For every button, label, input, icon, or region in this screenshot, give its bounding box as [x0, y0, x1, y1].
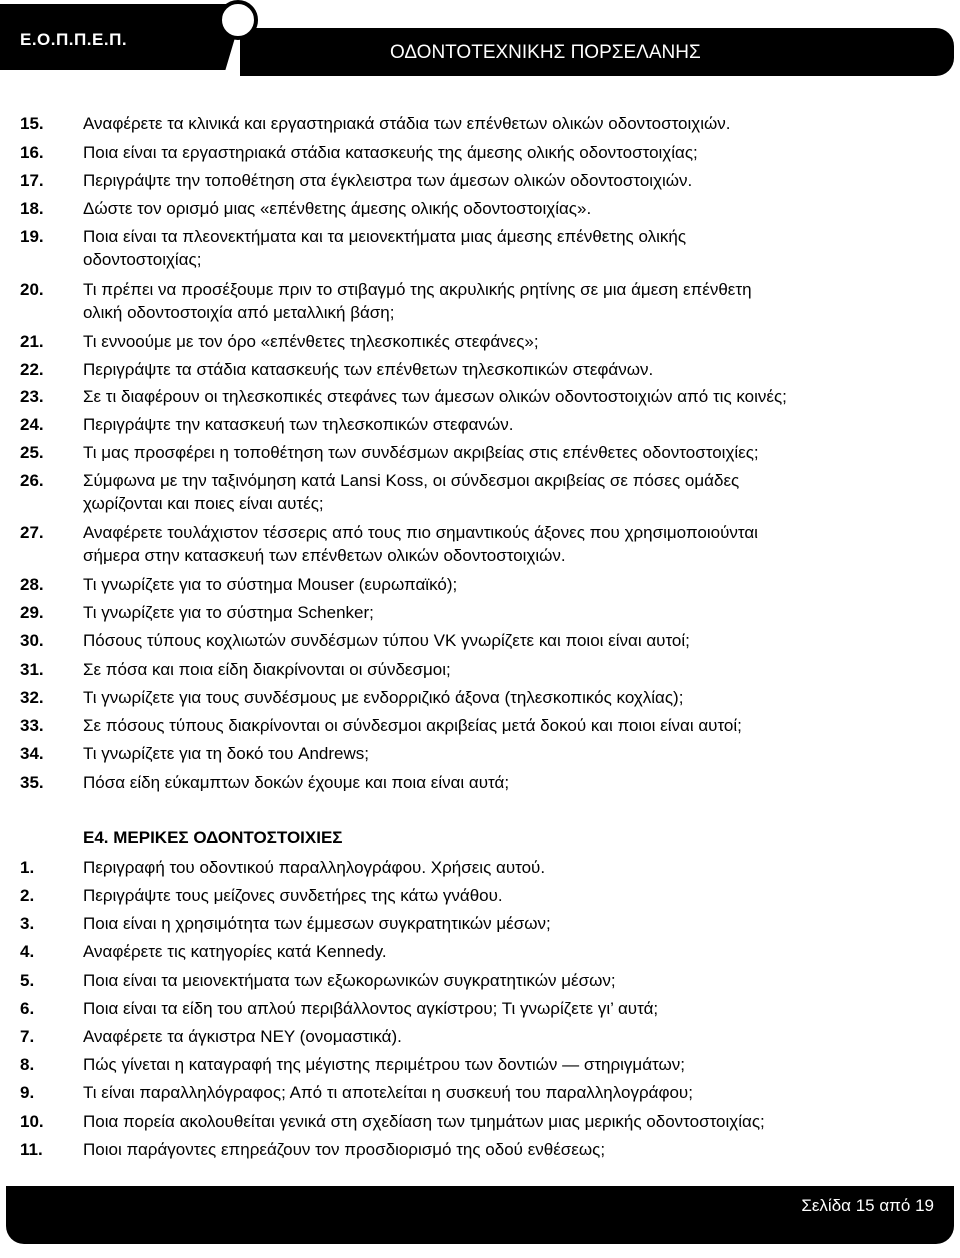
item-number: 20.: [20, 280, 44, 299]
item-text: Περιγράψτε την κατασκευή των τηλεσκοπικών στεφανών.: [83, 415, 514, 434]
item-number: 27.: [20, 523, 44, 542]
item-text: Αναφέρετε τα κλινικά και εργαστηριακά στάδια των επένθετων ολικών οδοντοστοιχιών.: [83, 114, 731, 133]
page-number: Σελίδα 15 από 19: [801, 1196, 934, 1215]
item-number: 3.: [20, 914, 35, 933]
item-number: 21.: [20, 332, 44, 351]
item-text: Περιγραφή του οδοντικού παραλληλογράφου. Χρήσεις αυτού.: [83, 858, 546, 877]
item-text: Τι γνωρίζετε για το σύστημα Mouser (ευρωπαϊκό);: [83, 575, 458, 594]
item-text: Πώς γίνεται η καταγραφή της μέγιστης περιμέτρου των δοντιών — στηριγμάτων;: [83, 1055, 686, 1074]
item-text: Τι μας προσφέρει η τοποθέτηση των συνδέσμων ακριβείας στις επένθετες οδοντοστοιχίες;: [83, 443, 759, 462]
item-number: 9.: [20, 1083, 35, 1102]
page-header: [0, 0, 960, 80]
item-text: Τι γνωρίζετε για το σύστημα Schenker;: [83, 603, 374, 622]
header-decoration-circle: [218, 0, 258, 40]
item-text: Πόσα είδη εύκαμπτων δοκών έχουμε και ποια είναι αυτά;: [83, 773, 510, 792]
item-text: Δώστε τον ορισμό μιας «επένθετης άμεσης ολικής οδοντοστοιχίας».: [83, 199, 592, 218]
item-text: Ποια είναι τα είδη του απλού περιβάλλοντος αγκίστρου; Τι γνωρίζετε γι’ αυτά;: [83, 999, 659, 1018]
page-footer: [0, 1186, 960, 1252]
item-number: 33.: [20, 716, 44, 735]
section-heading: Ε4. ΜΕΡΙΚΕΣ ΟΔΟΝΤΟΣΤΟΙΧΙΕΣ: [83, 828, 343, 847]
item-number: 15.: [20, 114, 44, 133]
item-text: Σε πόσα και ποια είδη διακρίνονται οι σύνδεσμοι;: [83, 660, 451, 679]
item-number: 4.: [20, 942, 35, 961]
item-number: 16.: [20, 143, 44, 162]
item-number: 2.: [20, 886, 35, 905]
item-text: Ποια είναι τα πλεονεκτήματα και τα μειονεκτήματα μιας άμεσης επένθετης ολικής: [83, 227, 687, 246]
item-number: 18.: [20, 199, 44, 218]
item-number: 5.: [20, 971, 35, 990]
item-number: 7.: [20, 1027, 35, 1046]
item-text: Τι είναι παραλληλόγραφος; Από τι αποτελείται η συσκευή του παραλληλογράφου;: [83, 1083, 693, 1102]
item-text: Τι γνωρίζετε για τους συνδέσμους με ενδορριζικό άξονα (τηλεσκοπικός κοχλίας);: [83, 688, 684, 707]
item-text: Περιγράψτε την τοποθέτηση στα έγκλειστρα των άμεσων ολικών οδοντοστοιχιών.: [83, 171, 693, 190]
item-number: 35.: [20, 773, 44, 792]
item-text-continued: οδοντοστοιχίας;: [83, 250, 202, 269]
item-text: Περιγράψτε τους μείζονες συνδετήρες της κάτω γνάθου.: [83, 886, 503, 905]
item-text: Ποια πορεία ακολουθείται γενικά στη σχεδίαση των τμημάτων μιας μερικής οδοντοστοιχίας;: [83, 1112, 765, 1131]
item-text: Ποια είναι η χρησιμότητα των έμμεσων συγκρατητικών μέσων;: [83, 914, 551, 933]
item-number: 19.: [20, 227, 44, 246]
item-text: Σε πόσους τύπους διακρίνονται οι σύνδεσμοι ακριβείας μετά δοκού και ποιοι είναι αυτοί;: [83, 716, 742, 735]
item-number: 11.: [20, 1140, 43, 1159]
item-number: 31.: [20, 660, 44, 679]
item-number: 29.: [20, 603, 44, 622]
item-number: 23.: [20, 387, 44, 406]
item-number: 6.: [20, 999, 35, 1018]
item-text: Σύμφωνα με την ταξινόμηση κατά Lansi Koss, οι σύνδεσμοι ακριβείας σε πόσες ομάδες: [83, 471, 740, 490]
item-number: 8.: [20, 1055, 35, 1074]
item-text: Περιγράψτε τα στάδια κατασκευής των επένθετων τηλεσκοπικών στεφάνων.: [83, 360, 654, 379]
item-text-continued: ολική οδοντοστοιχία από μεταλλική βάση;: [83, 303, 395, 322]
item-text: Σε τι διαφέρουν οι τηλεσκοπικές στεφάνες των άμεσων ολικών οδοντοστοιχιών από τις κοινές;: [83, 387, 787, 406]
item-number: 10.: [20, 1112, 44, 1131]
item-number: 32.: [20, 688, 44, 707]
item-text: Τι εννοούμε με τον όρο «επένθετες τηλεσκοπικές στεφάνες»;: [83, 332, 539, 351]
item-text: Πόσους τύπους κοχλιωτών συνδέσμων τύπου VK γνωρίζετε και ποιοι είναι αυτοί;: [83, 631, 690, 650]
item-number: 1.: [20, 858, 35, 877]
item-number: 26.: [20, 471, 44, 490]
item-text: Τι γνωρίζετε για τη δοκό του Andrews;: [83, 744, 369, 763]
item-text: Ποιοι παράγοντες επηρεάζουν τον προσδιορισμό της οδού ενθέσεως;: [83, 1140, 606, 1159]
item-number: 25.: [20, 443, 44, 462]
item-text: Αναφέρετε τα άγκιστρα ΝΕΥ (ονομαστικά).: [83, 1027, 402, 1046]
item-number: 34.: [20, 744, 44, 763]
item-number: 17.: [20, 171, 44, 190]
brand-name: Ε.Ο.Π.Π.Ε.Π.: [20, 30, 128, 49]
item-text: Ποια είναι τα μειονεκτήματα των εξωκορωνικών συγκρατητικών μέσων;: [83, 971, 616, 990]
item-text-continued: σήμερα στην κατασκευή των επένθετων ολικών οδοντοστοιχιών.: [83, 546, 566, 565]
item-text-continued: χωρίζονται και ποιες είναι αυτές;: [83, 494, 324, 513]
item-text: Αναφέρετε τουλάχιστον τέσσερις από τους πιο σημαντικούς άξονες που χρησιμοποιούνται: [83, 523, 758, 542]
header-title: ΟΔΟΝΤΟΤΕΧΝΙΚΗΣ ΠΟΡΣΕΛΑΝΗΣ: [390, 42, 701, 63]
item-number: 30.: [20, 631, 44, 650]
item-number: 24.: [20, 415, 44, 434]
item-number: 22.: [20, 360, 44, 379]
item-text: Ποια είναι τα εργαστηριακά στάδια κατασκευής της άμεσης ολικής οδοντοστοιχίας;: [83, 143, 698, 162]
item-number: 28.: [20, 575, 44, 594]
item-text: Τι πρέπει να προσέξουμε πριν το στιβαγμό της ακρυλικής ρητίνης σε μια άμεση επένθετη: [83, 280, 752, 299]
item-text: Αναφέρετε τις κατηγορίες κατά Kennedy.: [83, 942, 387, 961]
